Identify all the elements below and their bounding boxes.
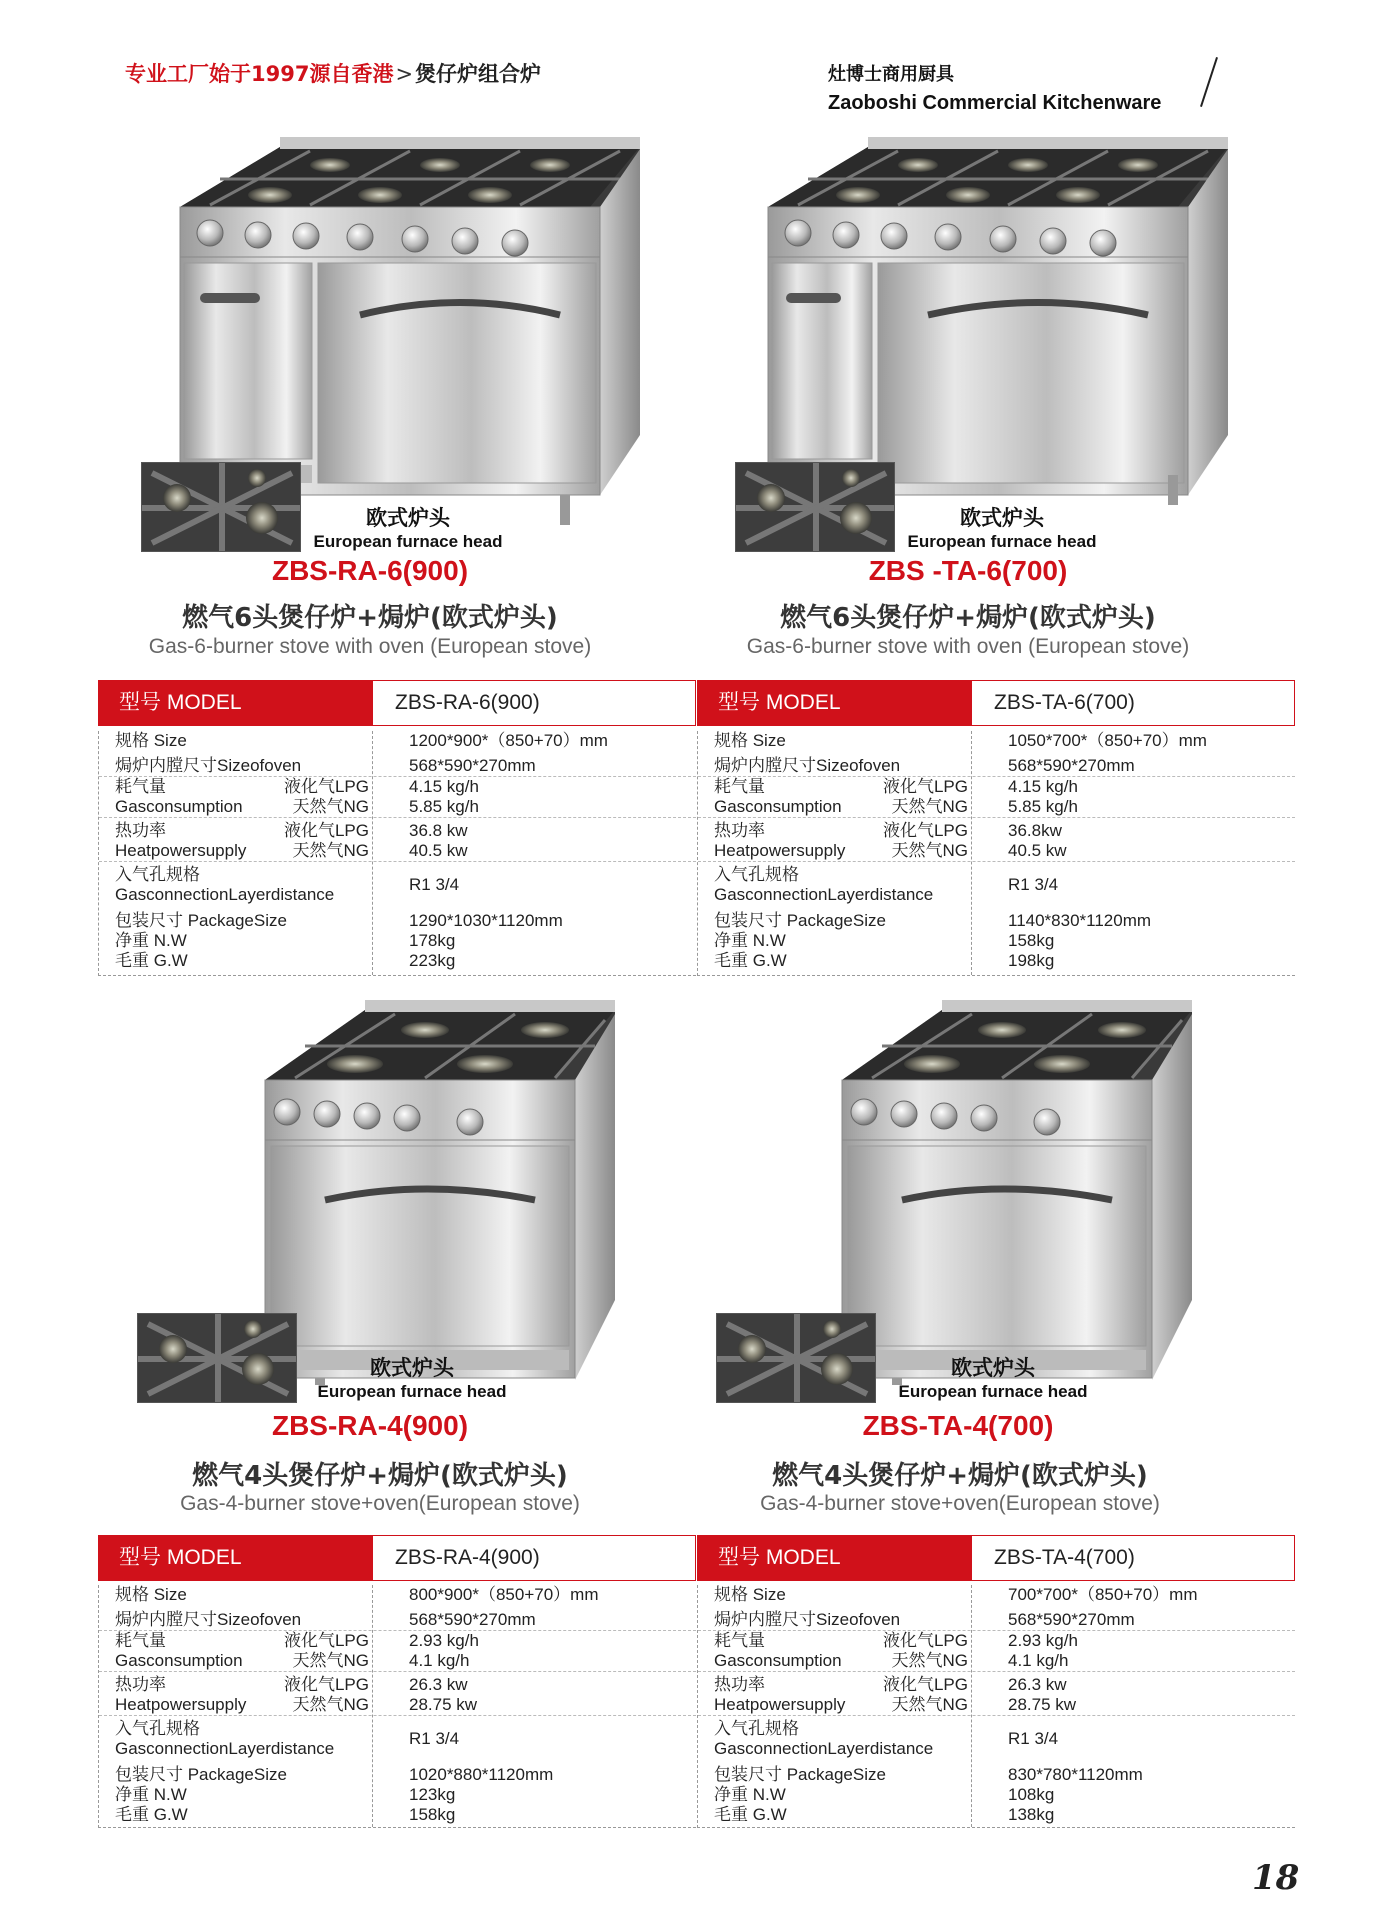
spec-row-gas: 耗气量 液化气LPG Gasconsumption 天然气NG 4.15 kg/h 5.85 kg/h	[99, 776, 696, 817]
model-label: 型号 MODEL	[99, 1536, 373, 1580]
spec-row-nw: 净重 N.W 123kg	[115, 1785, 456, 1804]
header-divider	[1200, 57, 1218, 107]
spec-table	[98, 1535, 696, 1828]
spec-table-body	[98, 731, 696, 976]
product-title-cn: 燃气4头煲仔炉+焗炉(欧式炉头)	[772, 1461, 1148, 1491]
spec-table-header	[98, 1535, 696, 1581]
spec-row-gw: 毛重 G.W 223kg	[115, 951, 456, 970]
spec-table-header	[697, 680, 1295, 726]
spec-row-heat: 热功率 液化气LPG Heatpowersupply 天然气NG 36.8kw 40.5 kw	[698, 817, 1295, 861]
spec-row-size: 规格 Size 1200*900*（850+70）mm	[115, 731, 608, 750]
furnace-head-en: European furnace head	[907, 532, 1097, 551]
product-title-en: Gas-4-burner stove+oven(European stove)	[180, 1492, 580, 1515]
product-model-title: ZBS-RA-6(900)	[271, 555, 469, 586]
brand-name-cn: 灶博士商用厨具	[828, 64, 954, 85]
product-model-title: ZBS-RA-4(900)	[271, 1410, 469, 1441]
spec-row-gas: 耗气量 液化气LPG Gasconsumption 天然气NG 2.93 kg/h 4.1 kg/h	[99, 1630, 696, 1671]
model-value: ZBS-TA-6(700)	[994, 691, 1135, 714]
spec-row-oven: 焗炉内膛尺寸Sizeofoven 568*590*270mm	[714, 1610, 1135, 1629]
spec-table-body	[697, 1585, 1295, 1828]
furnace-head-cn: 欧式炉头	[370, 1356, 454, 1380]
product-title-cn: 燃气6头煲仔炉+焗炉(欧式炉头)	[780, 603, 1156, 633]
furnace-head-cn: 欧式炉头	[366, 506, 450, 530]
page-number: 18	[1252, 1858, 1300, 1898]
product-title-cn: 燃气4头煲仔炉+焗炉(欧式炉头)	[192, 1461, 568, 1491]
spec-row-package: 包装尺寸 PackageSize 1290*1030*1120mm	[115, 911, 563, 930]
spec-row-inlet: 入气孔规格 GasconnectionLayerdistance R1 3/4	[99, 1715, 696, 1759]
spec-row-nw: 净重 N.W 108kg	[714, 1785, 1055, 1804]
furnace-head-label	[308, 502, 508, 552]
page-header-left	[125, 58, 541, 88]
spec-row-oven: 焗炉内膛尺寸Sizeofoven 568*590*270mm	[115, 756, 536, 775]
furnace-head-label	[312, 1352, 512, 1402]
brand-block	[828, 60, 1161, 115]
furnace-head-label	[902, 502, 1102, 552]
spec-row-nw: 净重 N.W 158kg	[714, 931, 1055, 950]
spec-row-heat: 热功率 液化气LPG Heatpowersupply 天然气NG 36.8 kw 40.5 kw	[99, 817, 696, 861]
spec-row-package: 包装尺寸 PackageSize 1020*880*1120mm	[115, 1765, 554, 1784]
burner-closeup-image	[735, 462, 895, 552]
spec-table	[98, 680, 696, 976]
model-label: 型号 MODEL	[698, 1536, 972, 1580]
spec-table-header	[697, 1535, 1295, 1581]
stove-image-4-burner	[832, 1000, 1202, 1385]
furnace-head-en: European furnace head	[313, 532, 503, 551]
furnace-head-en: European furnace head	[317, 1382, 507, 1401]
spec-row-inlet: 入气孔规格 GasconnectionLayerdistance R1 3/4	[99, 861, 696, 905]
spec-table	[697, 680, 1295, 976]
category-title: 煲仔炉组合炉	[415, 62, 542, 86]
spec-table-body	[98, 1585, 696, 1828]
burner-closeup-image	[716, 1313, 876, 1403]
spec-row-inlet: 入气孔规格 GasconnectionLayerdistance R1 3/4	[698, 861, 1295, 905]
product-model-title: ZBS-TA-4(700)	[862, 1410, 1054, 1441]
spec-row-size: 规格 Size 1050*700*（850+70）mm	[714, 731, 1207, 750]
furnace-head-cn: 欧式炉头	[951, 1356, 1035, 1380]
spec-row-gw: 毛重 G.W 158kg	[115, 1805, 456, 1824]
spec-row-oven: 焗炉内膛尺寸Sizeofoven 568*590*270mm	[115, 1610, 536, 1629]
spec-row-gas: 耗气量 液化气LPG Gasconsumption 天然气NG 4.15 kg/h 5.85 kg/h	[698, 776, 1295, 817]
product-title-en: Gas-6-burner stove with oven (European stove)	[746, 635, 1190, 658]
spec-row-oven: 焗炉内膛尺寸Sizeofoven 568*590*270mm	[714, 756, 1135, 775]
spec-row-heat: 热功率 液化气LPG Heatpowersupply 天然气NG 26.3 kw 28.75 kw	[99, 1671, 696, 1715]
furnace-head-label	[893, 1352, 1093, 1402]
spec-row-gw: 毛重 G.W 198kg	[714, 951, 1055, 970]
breadcrumb-arrow: >	[395, 62, 414, 86]
spec-row-package: 包装尺寸 PackageSize 1140*830*1120mm	[714, 911, 1152, 930]
spec-row-inlet: 入气孔规格 GasconnectionLayerdistance R1 3/4	[698, 1715, 1295, 1759]
burner-closeup-image	[141, 462, 301, 552]
furnace-head-cn: 欧式炉头	[960, 506, 1044, 530]
factory-tagline: 专业工厂始于1997源自香港	[125, 62, 394, 86]
model-label: 型号 MODEL	[99, 681, 373, 725]
spec-table	[697, 1535, 1295, 1828]
spec-row-size: 规格 Size 800*900*（850+70）mm	[115, 1585, 599, 1604]
product-title-cn: 燃气6头煲仔炉+焗炉(欧式炉头)	[182, 603, 558, 633]
spec-row-heat: 热功率 液化气LPG Heatpowersupply 天然气NG 26.3 kw 28.75 kw	[698, 1671, 1295, 1715]
spec-table-header	[98, 680, 696, 726]
brand-name-en: Zaoboshi Commercial Kitchenware	[828, 92, 1162, 114]
product-model-title: ZBS -TA-6(700)	[868, 555, 1068, 586]
model-value: ZBS-RA-4(900)	[395, 1546, 540, 1569]
spec-table-body	[697, 731, 1295, 976]
burner-closeup-image	[137, 1313, 297, 1403]
model-value: ZBS-RA-6(900)	[395, 691, 540, 714]
furnace-head-en: European furnace head	[898, 1382, 1088, 1401]
product-title-en: Gas-6-burner stove with oven (European stove)	[148, 635, 592, 658]
stove-image-4-burner	[255, 1000, 625, 1385]
spec-row-gw: 毛重 G.W 138kg	[714, 1805, 1055, 1824]
spec-row-nw: 净重 N.W 178kg	[115, 931, 456, 950]
model-value: ZBS-TA-4(700)	[994, 1546, 1135, 1569]
model-label: 型号 MODEL	[698, 681, 972, 725]
product-title-en: Gas-4-burner stove+oven(European stove)	[760, 1492, 1160, 1515]
spec-row-size: 规格 Size 700*700*（850+70）mm	[714, 1585, 1198, 1604]
spec-row-gas: 耗气量 液化气LPG Gasconsumption 天然气NG 2.93 kg/h 4.1 kg/h	[698, 1630, 1295, 1671]
spec-row-package: 包装尺寸 PackageSize 830*780*1120mm	[714, 1765, 1143, 1784]
